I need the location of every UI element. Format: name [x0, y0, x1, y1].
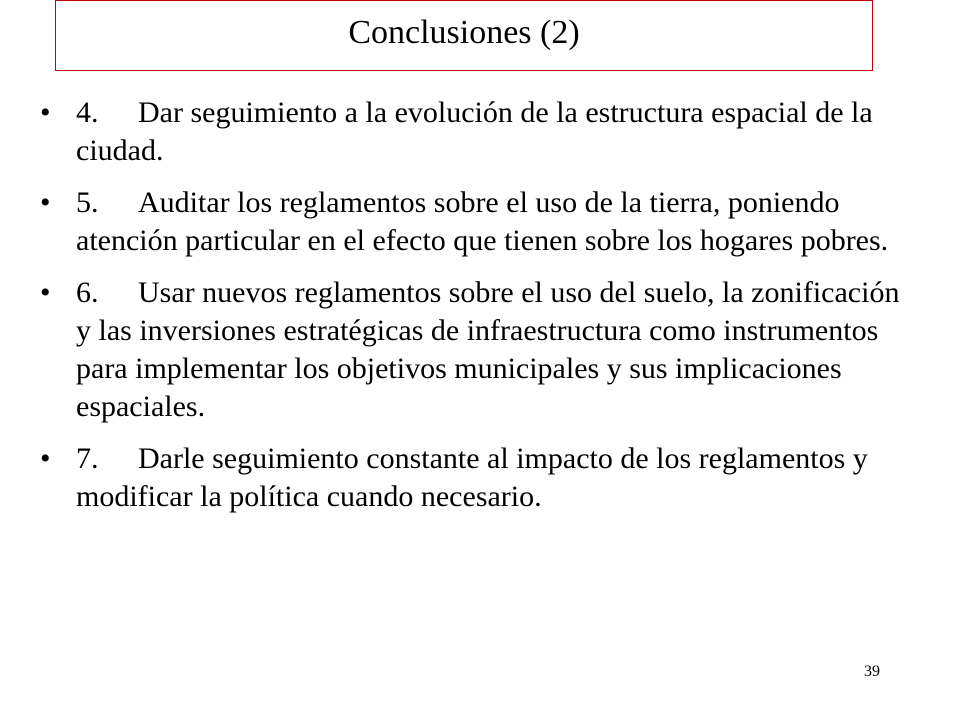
bullet-number: 6.: [76, 276, 99, 309]
slide-title: Conclusiones (2): [348, 13, 580, 51]
bullet-item-4: [40, 94, 920, 170]
bullet-number: 4.: [76, 96, 99, 129]
bullet-icon: •: [40, 442, 51, 475]
bullet-number: 5.: [76, 186, 99, 219]
bullet-icon: •: [40, 186, 51, 219]
bullet-item-6: [40, 274, 920, 426]
bullet-text: Darle seguimiento constante al impacto de los reglamentos y modificar la política cuando necesario.: [76, 442, 868, 513]
bullet-text: Auditar los reglamentos sobre el uso de la tierra, poniendo atención particular en el efecto que tienen sobre los hogares pobres.: [76, 186, 889, 257]
bullet-icon: •: [40, 96, 51, 129]
bullet-number: 7.: [76, 442, 99, 475]
title-box: [55, 0, 873, 71]
bullet-text: Dar seguimiento a la evolución de la estructura espacial de la ciudad.: [76, 96, 873, 167]
bullet-icon: •: [40, 276, 51, 309]
page-number: 39: [864, 663, 880, 680]
bullet-text: Usar nuevos reglamentos sobre el uso del suelo, la zonificación y las inversiones estratégicas de infraestructura como instrumentos para implementar los objetivos municipales y sus implicaciones espaciales.: [76, 276, 900, 423]
bullet-list: [40, 94, 920, 530]
bullet-item-7: [40, 440, 920, 516]
bullet-item-5: [40, 184, 920, 260]
